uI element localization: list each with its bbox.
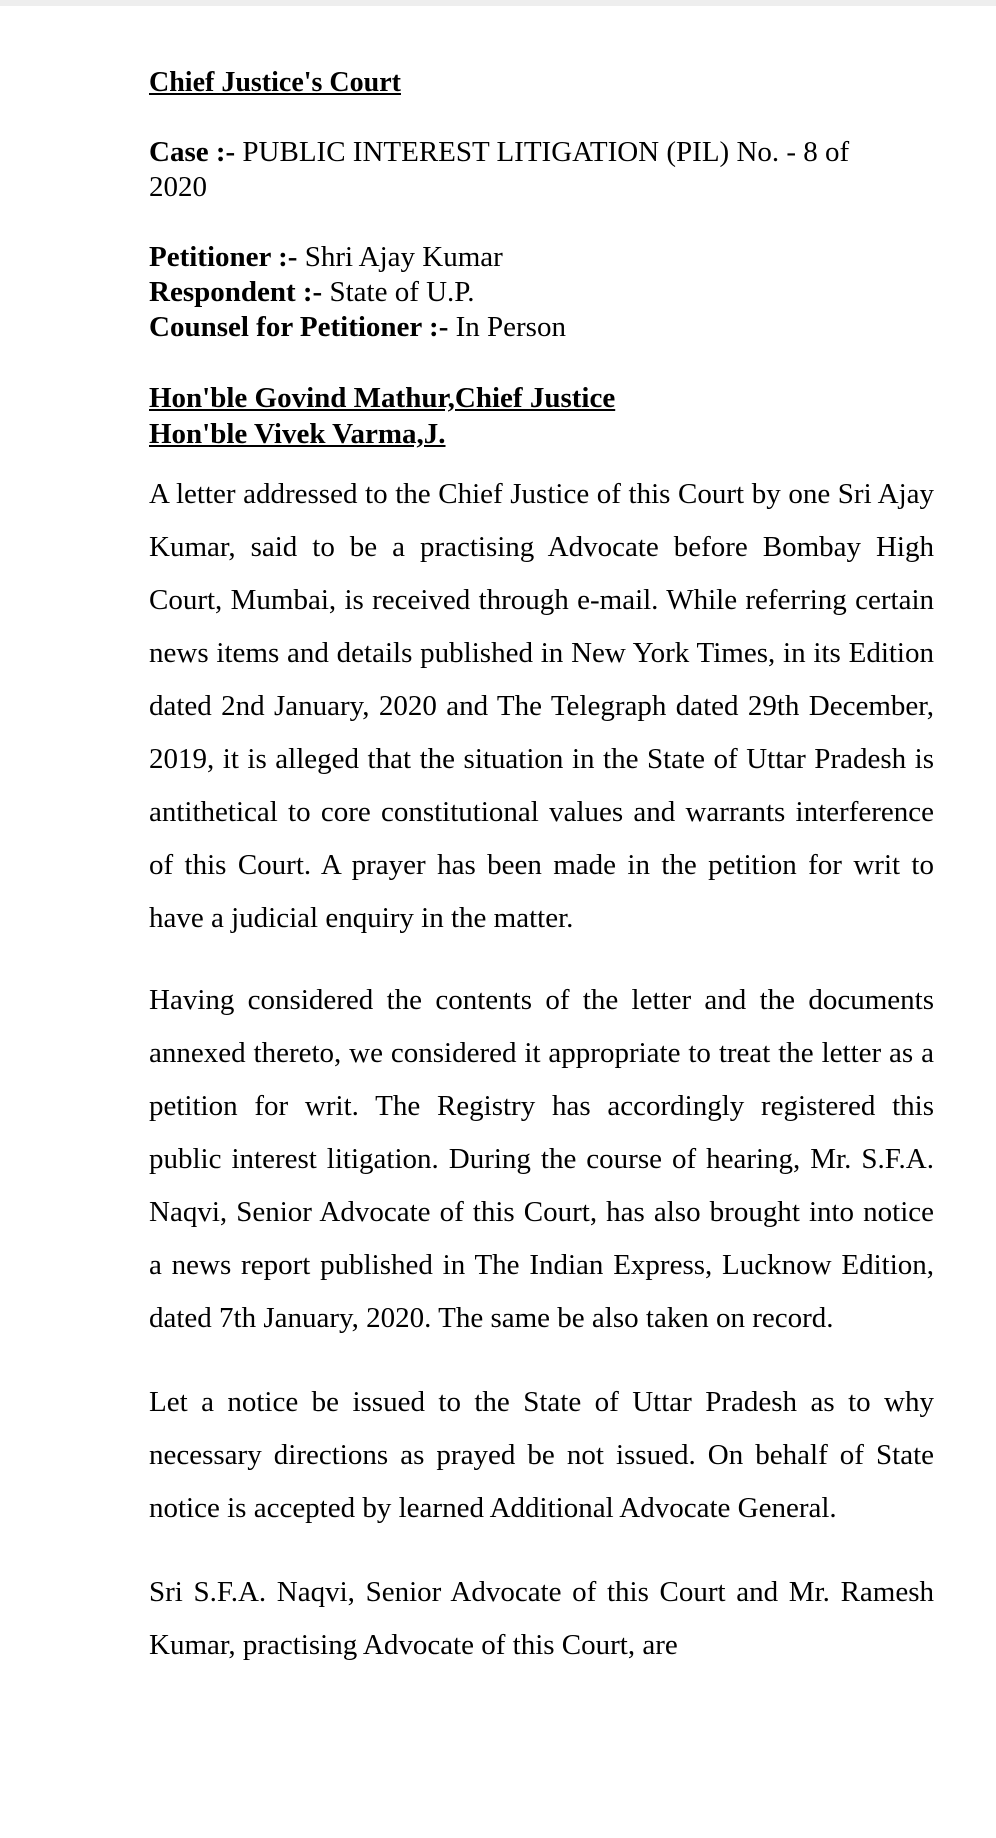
court-title: Chief Justice's Court [149,67,401,98]
parties-block [149,240,934,345]
case-value: PUBLIC INTEREST LITIGATION (PIL) No. - 8 of 2020 [149,136,850,203]
respondent-line [149,275,934,310]
order-paragraph-3: Let a notice be issued to the State of Uttar Pradesh as to why necessary directions as prayed be not issued. On behalf of State notice is accepted by learned Additional Advocate General. [149,1386,934,1524]
bench-judge-1: Hon'ble Govind Mathur,Chief Justice [149,382,616,414]
counsel-line [149,310,934,345]
top-border-strip [0,0,996,6]
petitioner-line [149,240,934,275]
case-line [149,135,909,205]
case-label: Case :- [149,136,236,168]
bench-block [149,380,934,452]
bench-judge-2: Hon'ble Vivek Varma,J. [149,418,446,450]
order-document [149,66,934,1672]
counsel-value: In Person [455,311,566,343]
respondent-label: Respondent :- [149,276,323,308]
petitioner-value: Shri Ajay Kumar [304,241,503,273]
respondent-value: State of U.P. [329,276,475,308]
counsel-label: Counsel for Petitioner :- [149,311,449,343]
petitioner-label: Petitioner :- [149,241,298,273]
order-paragraph-4: Sri S.F.A. Naqvi, Senior Advocate of this Court and Mr. Ramesh Kumar, practising Advocate of this Court, are [149,1576,934,1661]
order-paragraph-1: A letter addressed to the Chief Justice of this Court by one Sri Ajay Kumar, said to be a practising Advocate before Bombay High Court, Mumbai, is received through e-mail. While referring certain news items and details published in New York Times, in its Edition dated 2nd January, 2020 and The Telegraph dated 29th December, 2019, it is alleged that the situation in the State of Uttar Pradesh is antithetical to core constitutional values and warrants interference of this Court. A prayer has been made in the petition for writ to have a judicial enquiry in the matter. [149,478,934,934]
order-paragraph-2: Having considered the contents of the letter and the documents annexed thereto, we considered it appropriate to treat the letter as a petition for writ. The Registry has accordingly registered this public interest litigation. During the course of hearing, Mr. S.F.A. Naqvi, Senior Advocate of this Court, has also brought into notice a news report published in The Indian Express, Lucknow Edition, dated 7th January, 2020. The same be also taken on record. [149,984,934,1334]
